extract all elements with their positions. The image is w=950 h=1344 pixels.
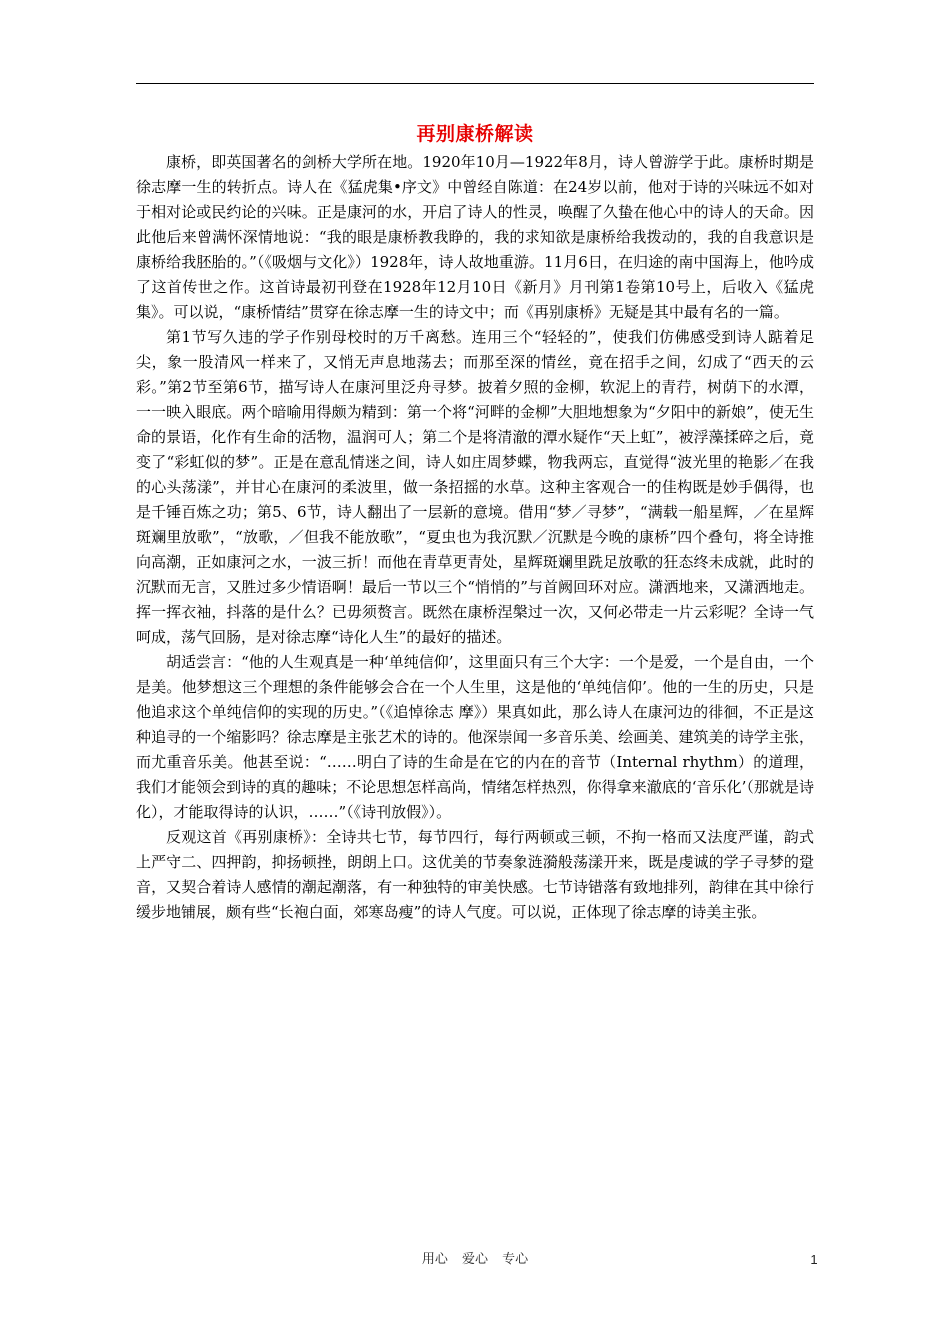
paragraph-conclusion: 反观这首《再别康桥》：全诗共七节，每节四行，每行两顿或三顿，不拘一格而又法度严谨，韵式上严守二、四押韵，抑扬顿挫，朗朗上口。这优美的节奏象涟漪般荡漾开来，既是虔诚的学子寻梦的跫音，又契合着诗人感情的潮起潮落，有一种独特的审美快感。七节诗错落有致地排列，韵律在其中徐行缓步地铺展，颇有些“长袍白面，郊寒岛瘦”的诗人气度。可以说，正体现了徐志摩的诗美主张。 [136, 828, 814, 921]
paragraph-hu-shi-quote: 胡适尝言：“他的人生观真是一种‘单纯信仰’，这里面只有三个大字：一个是爱，一个是自由，一个是美。他梦想这三个理想的条件能够会合在一个人生里，这是他的‘单纯信仰’。他的一生的历史，只是他追求这个单纯信仰的实现的历史。”（《追悼徐志 摩》）果真如此，那么诗人在康河边的徘徊，不正是这种追寻的一个缩影吗？徐志摩是主张艺术的诗的。他深崇闻一多音乐美、绘画美、建筑美的诗学主张，而尤重音乐美。他甚至说：“……明白了诗的生命是在它的内在的音节（Internal rhythm）的道理，我们才能领会到诗的真的趣味；不论思想怎样高尚，情绪怎样热烈，你得拿来澈底的‘音乐化’（那就是诗化），才能取得诗的认识，……”（《诗刊放假》）。 [136, 653, 814, 821]
footer-motto: 用心 爱心 专心 [421, 1252, 529, 1267]
page-number: 1 [810, 1252, 818, 1267]
paragraph-background: 康桥，即英国著名的剑桥大学所在地。1920年10月—1922年8月，诗人曾游学于此。康桥时期是徐志摩一生的转折点。诗人在《猛虎集•序文》中曾经自陈道：在24岁以前，他对于诗的兴味远不如对于相对论或民约论的兴味。正是康河的水，开启了诗人的性灵，唤醒了久蛰在他心中的诗人的天命。因此他后来曾满怀深情地说：“我的眼是康桥教我睁的，我的求知欲是康桥给我拨动的，我的自我意识是康桥给我胚胎的。”（《吸烟与文化》）1928年，诗人故地重游。11月6日，在归途的南中国海上，他吟成了这首传世之作。这首诗最初刊登在1928年12月10日《新月》月刊第1卷第10号上，后收入《猛虎集》。可以说，“康桥情结”贯穿在徐志摩一生的诗文中；而《再别康桥》无疑是其中最有名的一篇。 [136, 153, 814, 321]
header-rule [136, 83, 814, 84]
document-title: 再别康桥解读 [416, 123, 534, 145]
document-body [136, 150, 814, 925]
paragraph-stanza-analysis: 第1节写久违的学子作别母校时的万千离愁。连用三个“轻轻的”，使我们仿佛感受到诗人踮着足尖，象一股清风一样来了，又悄无声息地荡去；而那至深的情丝，竟在招手之间，幻成了“西天的云彩。”第2节至第6节，描写诗人在康河里泛舟寻梦。披着夕照的金柳，软泥上的青荇，树荫下的水潭，一一映入眼底。两个暗喻用得颇为精到：第一个将“河畔的金柳”大胆地想象为“夕阳中的新娘”，使无生命的景语，化作有生命的活物，温润可人；第二个是将清澈的潭水疑作“天上虹”，被浮藻揉碎之后，竟变了“彩虹似的梦”。正是在意乱情迷之间，诗人如庄周梦蝶，物我两忘，直觉得“波光里的艳影／在我的心头荡漾”，并甘心在康河的柔波里，做一条招摇的水草。这种主客观合一的佳构既是妙手偶得，也是千锤百炼之功；第5、6节，诗人翻出了一层新的意境。借用“梦／寻梦”，“满载一船星辉，／在星辉斑斓里放歌”，“放歌，／但我不能放歌”，“夏虫也为我沉默／沉默是今晚的康桥”四个叠句，将全诗推向高潮，正如康河之水，一波三折！而他在青草更青处，星辉斑斓里跣足放歌的狂态终未成就，此时的沉默而无言，又胜过多少情语啊！最后一节以三个“悄悄的”与首阙回环对应。潇洒地来，又潇洒地走。挥一挥衣袖，抖落的是什么？已毋须赘言。既然在康桥涅槃过一次，又何必带走一片云彩呢？全诗一气呵成，荡气回肠，是对徐志摩“诗化人生”的最好的描述。 [136, 328, 814, 646]
